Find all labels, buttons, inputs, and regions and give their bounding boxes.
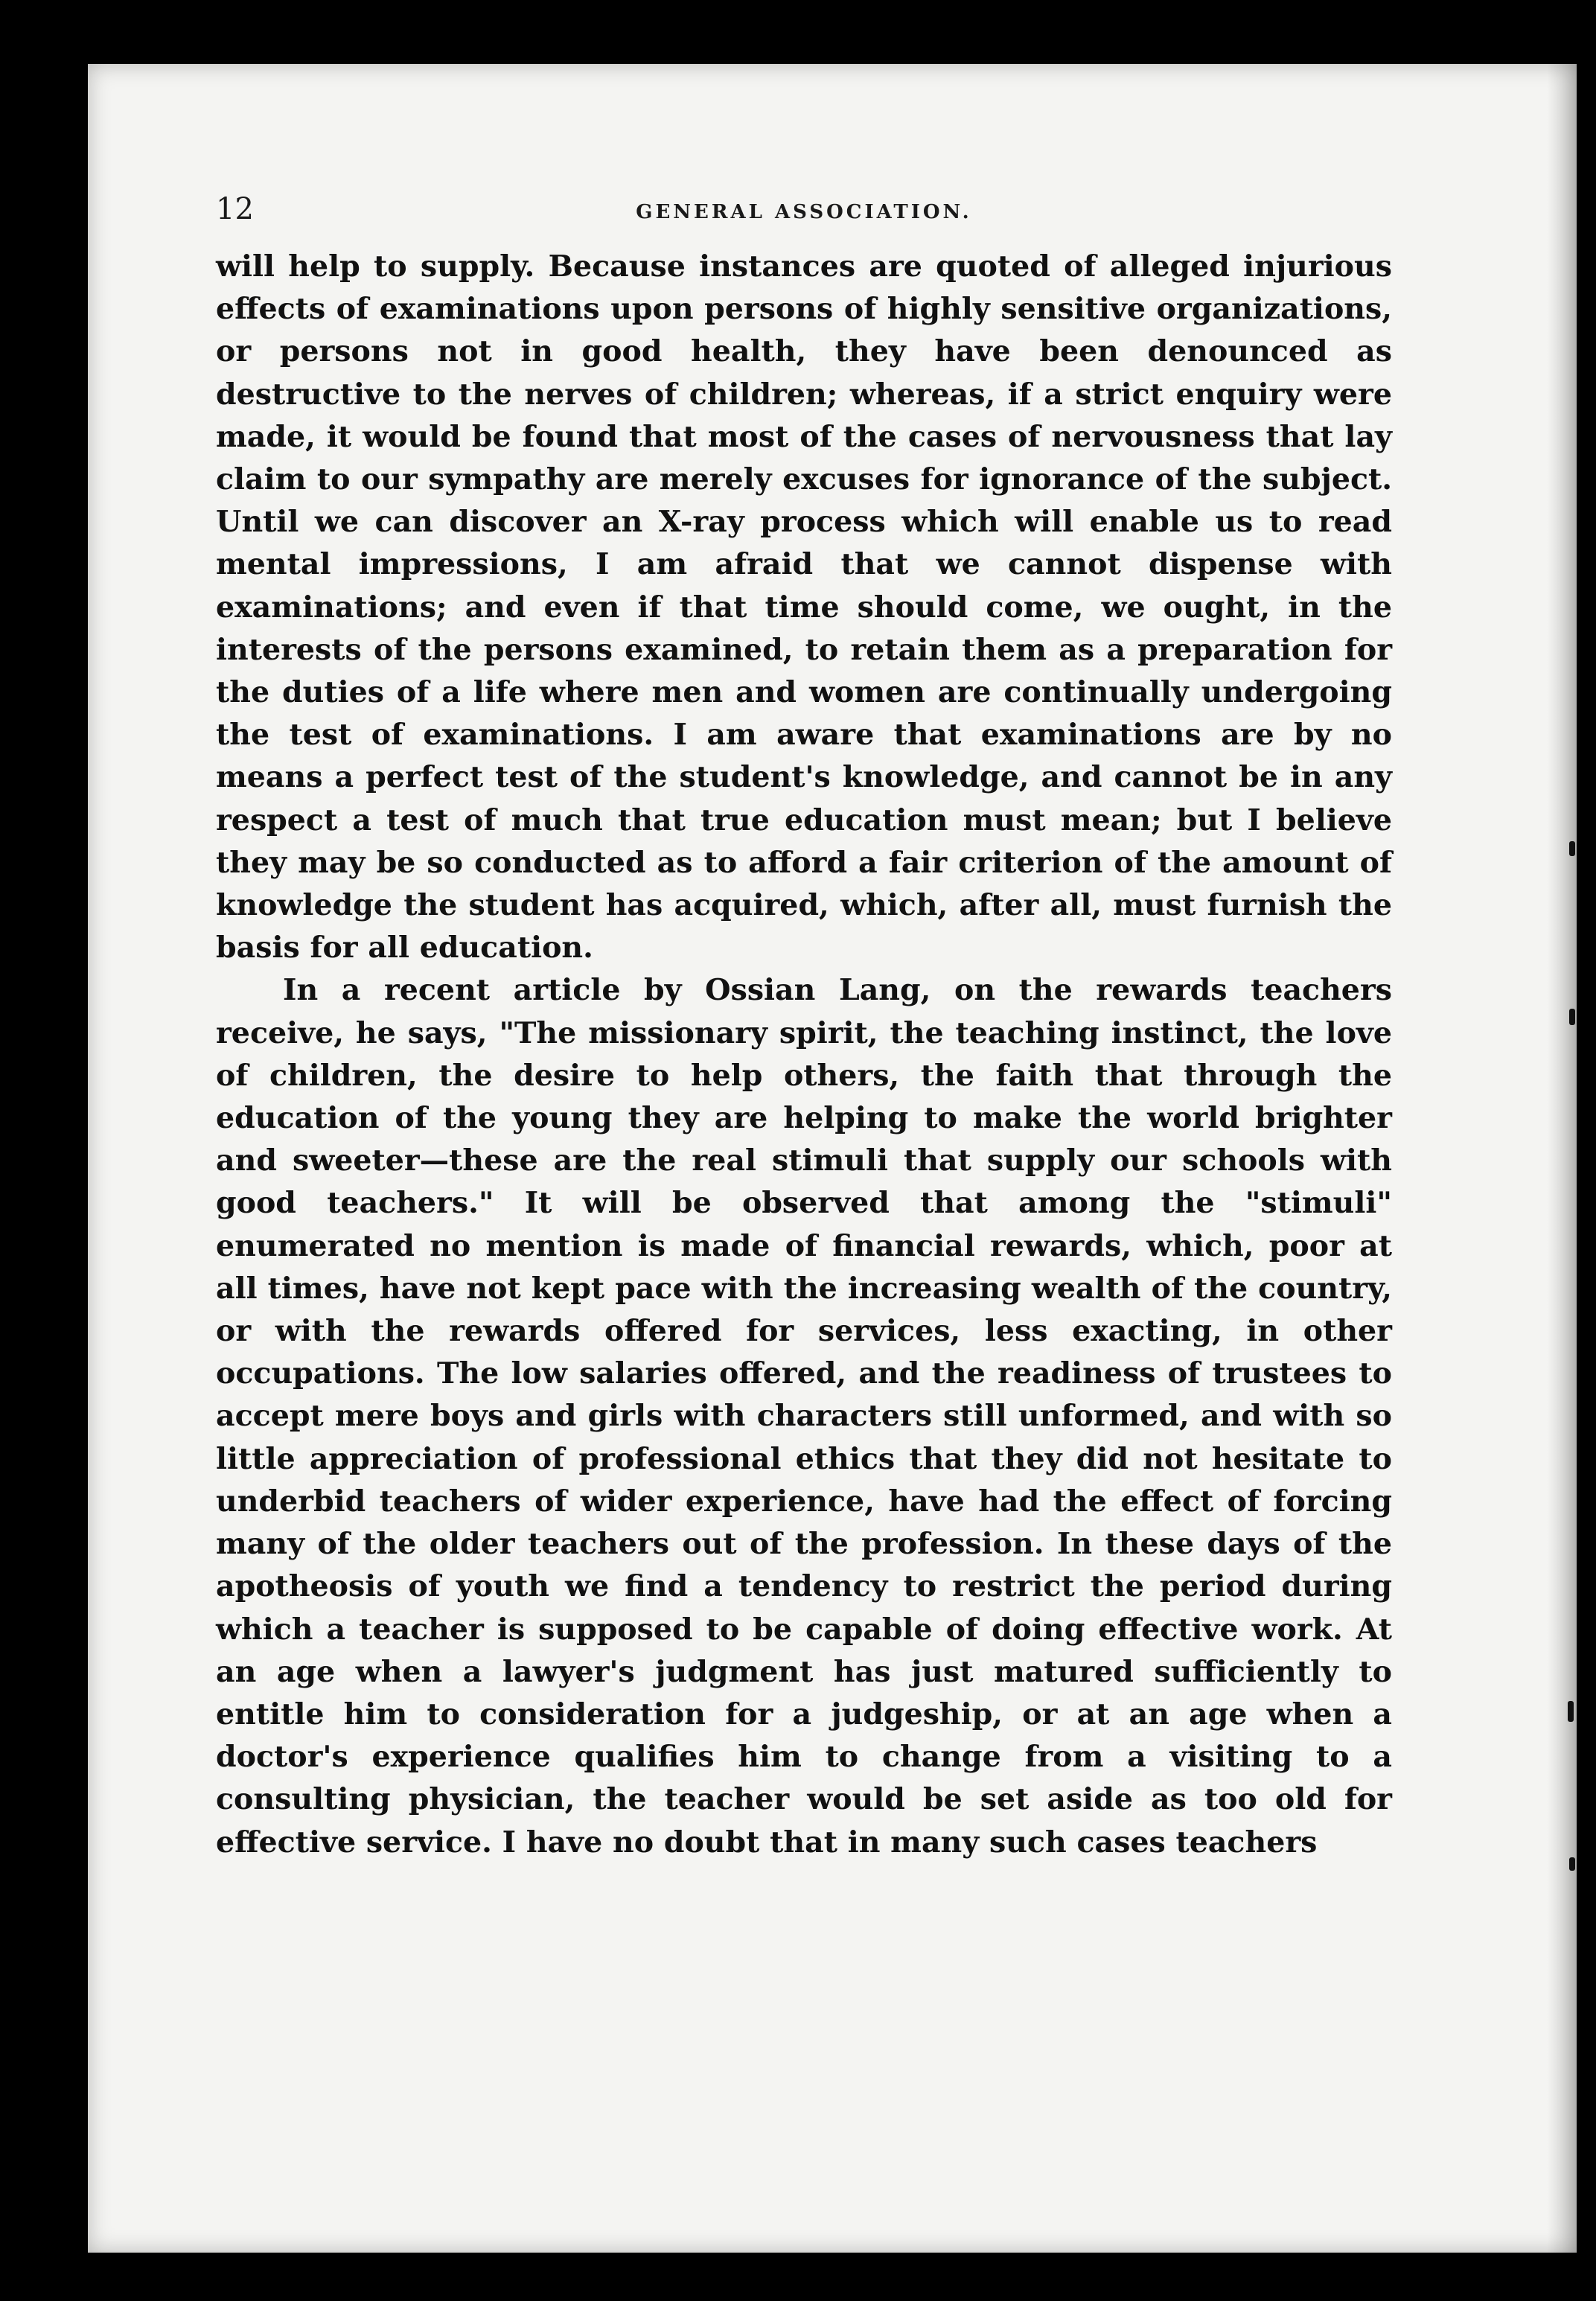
paragraph-2: In a recent article by Ossian Lang, on the rewards teachers receive, he says, "The missionary spirit, the teaching instinct, the love of children, the desire to help others, the faith that through the education of the young they are helping to make the world brighter and sweeter—these are the real stimuli that supply our schools with good teachers." It will be observed that among the "stimuli" enumerated no mention is made of financial rewards, which, poor at all times, have not kept pace with the increasing wealth of the country, or with the rewards offered for services, less exacting, in other occupations. The low salaries offered, and the readiness of trustees to accept mere boys and girls with characters still unformed, and with so little appreciation of professional ethics that they did not hesitate to underbid teachers of wider experience, have had the effect of forcing many of the older teachers out of the profession. In these days of the apotheosis of youth we find a tendency to restrict the period during which a teacher is supposed to be capable of doing effective work. At an age when a lawyer's judgment has just matured sufficiently to entitle him to consideration for a judgeship, or at an age when a doctor's experience qualifies him to change from a visiting to a consulting physician, the teacher would be set aside as too old for effective service. I have no doubt that in many such cases teachers <box>216 973 1392 1860</box>
margin-mark <box>1569 1009 1575 1025</box>
margin-mark <box>1569 1857 1575 1871</box>
page-number: 12 <box>216 192 254 226</box>
paragraph-1: will help to supply. Because instances are quoted of alleged injurious effects of examinations upon persons of highly sensitive organizations, or persons not in good health, they have been denounced as destructive to the nerves of children; whereas, if a strict enquiry were made, it would be found that most of the cases of nervousness that lay claim to our sympathy are merely excuses for ignorance of the subject. Until we can discover an X-ray process which will enable us to read mental impressions, I am afraid that we cannot dispense with examinations; and even if that time should come, we ought, in the interests of the persons examined, to retain them as a preparation for the duties of a life where men and women are continually undergoing the test of examinations. I am aware that examinations are by no means a perfect test of the student's knowledge, and cannot be in any respect a test of much that true education must mean; but I believe they may be so conducted as to afford a fair criterion of the amount of knowledge the student has acquired, which, after all, must furnish the basis for all education. <box>216 249 1392 966</box>
page-header <box>216 192 1392 237</box>
body-text <box>216 246 1392 1864</box>
running-head: GENERAL ASSOCIATION. <box>636 201 972 223</box>
page-edge-shadow <box>1547 64 1577 2253</box>
margin-mark <box>1568 1701 1574 1722</box>
margin-mark <box>1569 841 1575 856</box>
